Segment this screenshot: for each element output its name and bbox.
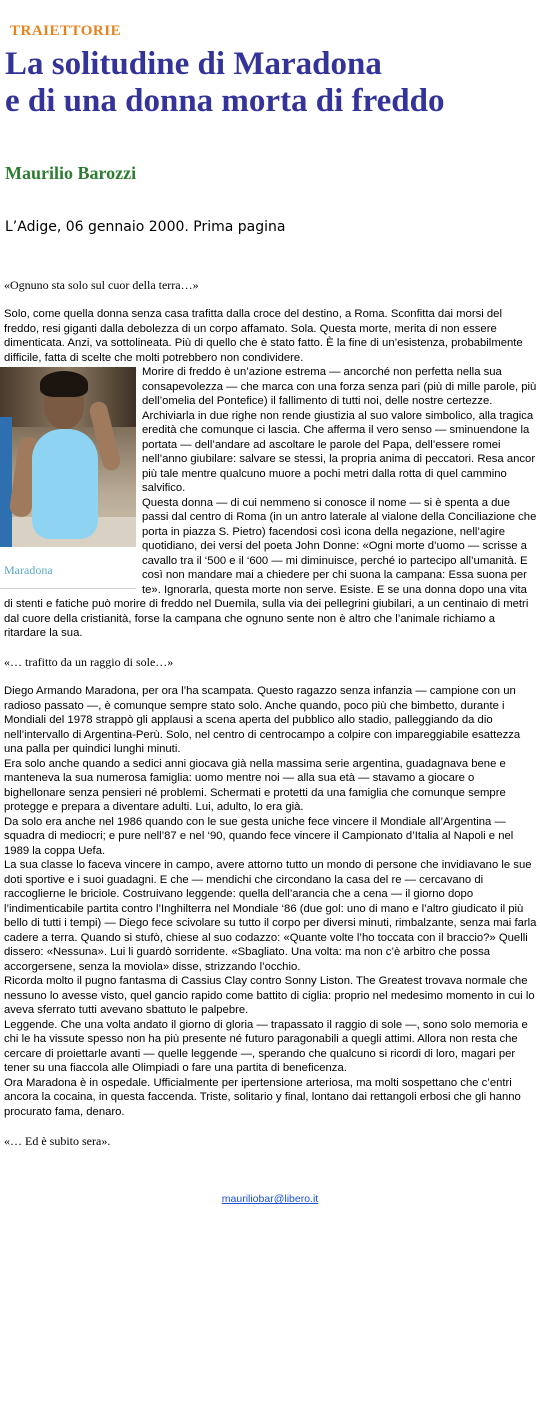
author-name: Maurilio Barozzi — [5, 163, 137, 183]
article-title-line-1: La solitudine di Maradona — [5, 46, 382, 82]
publication-source: L’Adige, 06 gennaio 2000. Prima pagina — [5, 219, 286, 235]
section-quote-2: «… trafitto da un raggio di sole…» — [4, 655, 174, 669]
rubric-label: TRAIETTORIE — [10, 23, 122, 39]
maradona-photo — [0, 367, 136, 547]
article-title — [5, 46, 535, 120]
paragraph-3: Questa donna — di cui nemmeno si conosce il nome — si è spenta a due passi dal centro di Roma (in un antro laterale al vialone della Conciliazione che porta in piazza S. Pietro) facendosi così icona della negazione, nell’agire quotidiano, dei versi del poeta John Donne: «Ogni morte d’uomo — scrisse a cavallo tra il ‘500 e il ‘600 — mi diminuisce, perché io partecipo all’umanità. E così non mandare mai a chiedere per chi suona la campana: Essa suona per te». Ignorarla, questa morte non serve. Esiste. E se una donna dopo una vita di stenti e fatiche può morire di freddo nel Duemila, sulla via dei pellegrini giubilari, a un centinaio di metri dal cuore della cristianità, forse la campana che ognuno sente non è altro che l’animale richiamo a ritardare la sua. — [4, 496, 537, 639]
section-quote-3: «… Ed è subito sera». — [4, 1133, 111, 1148]
paragraph-10: Ora Maradona è in ospedale. Ufficialmente per ipertensione arteriosa, ma molti sospettano che c’entri ancora la cocaina, in questa faccenda. Triste, solitario y final, lontano dai rettangoli erbosi che gli hanno procurato fama, denaro. — [4, 1076, 521, 1118]
footer — [0, 1189, 540, 1207]
section-quote-1: «Ognuno sta solo sul cuor della terra…» — [4, 278, 199, 292]
photo-caption: Maradona — [0, 547, 136, 589]
article-title-line-2: e di una donna morta di freddo — [5, 83, 445, 119]
paragraph-8: Ricorda molto il pugno fantasma di Cassius Clay contro Sonny Liston. The Greatest trovava normale che nessuno lo avesse visto, quel gancio rapido come battito di ciglia: proprio nel medesimo momento in cui lo aveva sferrato tutti avevano sbattuto le palpebre. — [4, 975, 535, 1016]
photo-figure — [0, 367, 136, 589]
paragraph-9: Leggende. Che una volta andato il giorno di gloria — trapassato il raggio di sole —, sono solo memoria e chi le ha vissute spesso non ha più presente né futuro paragonabili a quegli attimi. Allora non resta che cercare di proiettarle avanti — quelle leggende —, sperando che qualcuno si ricordi di loro, magari per tener su una fiaccola alle Olimpiadi o fare una partita di beneficenza. — [4, 1018, 528, 1074]
paragraph-5: Era solo anche quando a sedici anni giocava già nella massima serie argentina, guadagnava bene e manteneva la sua numerosa famiglia: uomo mentre noi — alla sua età — stavamo a giocare o bighellonare senza pensieri né problemi. Schermati e protetti da una famiglia che comunque sempre protegge e prepara a diventare adulti. Lui, adulto, lo era già. — [4, 757, 506, 813]
paragraph-6: Da solo era anche nel 1986 quando con le sue gesta uniche fece vincere il Mondiale all’Argentina — squadra di mediocri; e pure nell’87 e nel ‘90, quando fece vincere il Campionato d’Italia al Napoli e nel 1989 la coppa Uefa. — [4, 815, 514, 857]
paragraph-2: Morire di freddo è un’azione estrema — ancorché non perfetta nella sua consapevolezza — che marca con una forza senza pari (più di mille parole, più dell’omelia del Pontefice) il fallimento di tutti noi, delle nostre certezze. Archiviarla in due righe non rende giustizia al suo valore simbolico, alla tragica eredità che comunque ci lascia. Che afferma il vero senso — sminuendone la portata — dell’andare ad ascoltare le parole del Papa, dell’essere romei nell’anno giubilare: salvare se stessi, la propria anima di peccatori. Resa ancor più tale mentre qualcuno muore a pochi metri dalla rotta di quel cammino salvifico. — [142, 366, 537, 494]
paragraph-4: Diego Armando Maradona, per ora l’ha scampata. Questo ragazzo senza infanzia — campione con un radioso passato —, è comunque sempre stato solo. Anche quando, poco più che bimbetto, durante i Mondiali del 1978 strappò gli applausi a scena aperta del pubblico allo stadio, palleggiando da dio nell’intervallo di Argentina-Perù. Solo, nel centro di centrocampo a colpire con impareggiabile esattezza una palla per quindici lunghi minuti. — [4, 685, 521, 755]
paragraph-1: Solo, come quella donna senza casa trafitta dalla croce del destino, a Roma. Sconfitta dai morsi del freddo, resi giganti dalla debolezza di un corpo affamato. Sola. Questa morte, merita di non essere dimenticata. Anzi, va sottolineata. Più di quello che è stato fatto. È la fine di un’esistenza, probabilmente difficile, fatta di scelte che molti potrebbero non condividere. — [4, 308, 523, 364]
article-body — [4, 278, 538, 1148]
paragraph-7: La sua classe lo faceva vincere in campo, avere attorno tutto un mondo di persone che invidiavano le sue doti sportive e i suoi guadagni. E che — mendichi che circondano la casa del re — cercavano di raccoglierne le briciole. Costruivano leggende: quella dell’arancia che a cena — il giorno dopo l’indimenticabile partita contro l’Inghilterra nel Mondiale ‘86 (due gol: uno di mano e l’altro giudicato il più bello di tutti i tempi) — Diego fece scivolare su tutto il corpo per diversi minuti, rimbalzante, senza mai farla cadere a terra. Quando si stufò, chiese al suo codazzo: «Quante volte l’ho toccata con il braccio?» Quelli dissero: «Nessuna». Lui li guardò sorridente. «Sbagliato. Una volta: ma non c’è arbitro che possa accorgersene, senza la moviola» disse, strizzando l’occhio. — [4, 859, 537, 973]
author-email-link[interactable]: mauriliobar@libero.it — [221, 1193, 319, 1205]
